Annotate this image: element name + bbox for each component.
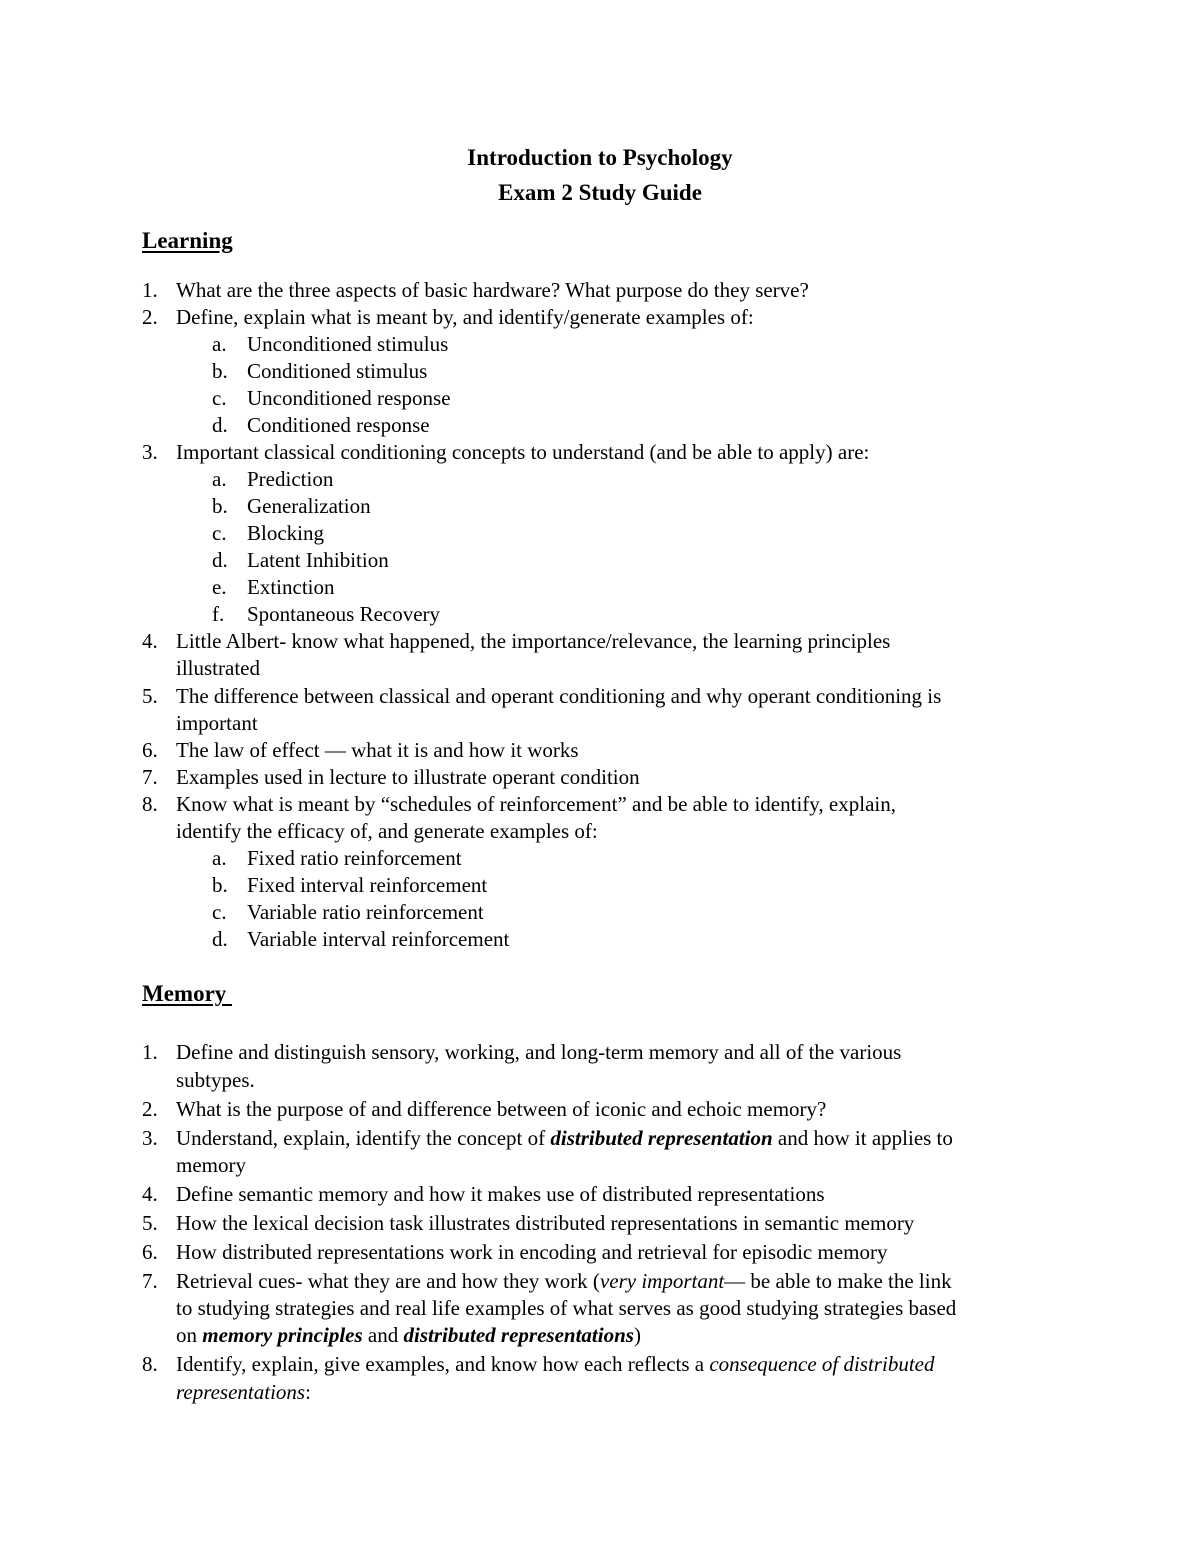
text-run: ) [633,1323,641,1347]
subitem-text: Unconditioned stimulus [247,332,449,356]
subitem-text: Conditioned response [247,413,430,437]
subitem-letter: b. [212,359,228,383]
subitem-letter: d. [212,413,228,437]
item-text-continued: memory [176,1153,246,1177]
item-number: 7. [142,765,158,789]
document-title: Introduction to Psychology [467,145,733,170]
text-run: and how it applies to [772,1126,953,1150]
subitem-text: Latent Inhibition [247,548,389,572]
subitem-text: Generalization [247,494,371,518]
document-subtitle: Exam 2 Study Guide [498,180,702,205]
item-number: 6. [142,1240,158,1264]
item-text-continued: subtypes. [176,1068,255,1092]
subitem-text: Variable interval reinforcement [247,927,510,951]
subitem-text: Conditioned stimulus [247,359,428,383]
item-text-continued [176,1379,311,1405]
section-heading-memory: Memory [142,981,233,1006]
item-text-continued [176,1322,641,1348]
subitem-letter: e. [212,575,227,599]
item-number: 5. [142,1211,158,1235]
subitem-letter: f. [212,602,225,626]
item-number: 3. [142,440,158,464]
item-text: What are the three aspects of basic hardware? What purpose do they serve? [176,278,809,302]
subitem-letter: c. [212,900,227,924]
subitem-text: Variable ratio reinforcement [247,900,484,924]
text-run: Retrieval cues- what they are and how they work ( [176,1269,600,1293]
subitem-letter: b. [212,873,228,897]
item-text-continued: important [176,711,258,735]
item-text: Examples used in lecture to illustrate operant condition [176,765,640,789]
item-text: Define semantic memory and how it makes use of distributed representations [176,1182,825,1206]
emphasis-term: representations [176,1380,306,1404]
subitem-letter: d. [212,927,228,951]
item-text: Define, explain what is meant by, and identify/generate examples of: [176,305,754,329]
item-number: 6. [142,738,158,762]
emphasis-term: very important [599,1269,725,1293]
text-run: and [362,1323,404,1347]
item-text: Important classical conditioning concepts to understand (and be able to apply) are: [176,440,870,464]
text-run: Identify, explain, give examples, and know how each reflects a [176,1352,710,1376]
emphasis-term: memory principles [202,1323,363,1347]
subitem-text: Prediction [247,467,334,491]
item-number: 1. [142,1040,158,1064]
item-number: 4. [142,629,158,653]
item-text: Little Albert- know what happened, the importance/relevance, the learning principles [176,629,891,653]
emphasis-term: distributed representation [550,1126,773,1150]
subitem-letter: a. [212,332,227,356]
subitem-text: Fixed interval reinforcement [247,873,488,897]
item-text [176,1125,953,1151]
item-text-continued: to studying strategies and real life examples of what serves as good studying strategies based [176,1296,957,1320]
item-text-continued: illustrated [176,656,260,680]
item-number: 7. [142,1269,158,1293]
item-text: How the lexical decision task illustrates distributed representations in semantic memory [176,1211,915,1235]
text-run: Understand, explain, identify the concept of [176,1126,551,1150]
item-text: Know what is meant by “schedules of reinforcement” and be able to identify, explain, [176,792,896,816]
item-text [176,1268,952,1294]
item-number: 5. [142,684,158,708]
item-text: What is the purpose of and difference between of iconic and echoic memory? [176,1097,827,1121]
subitem-letter: a. [212,846,227,870]
item-text: How distributed representations work in encoding and retrieval for episodic memory [176,1240,888,1264]
subitem-letter: d. [212,548,228,572]
subitem-letter: c. [212,386,227,410]
item-number: 8. [142,1352,158,1376]
item-number: 4. [142,1182,158,1206]
subitem-letter: a. [212,467,227,491]
item-text: The law of effect — what it is and how it works [176,738,579,762]
subitem-letter: b. [212,494,228,518]
item-text: Define and distinguish sensory, working, and long-term memory and all of the various [176,1040,902,1064]
item-text-continued: identify the efficacy of, and generate examples of: [176,819,598,843]
item-text [176,1351,934,1377]
item-number: 1. [142,278,158,302]
emphasis-term: distributed representations [403,1323,634,1347]
subitem-text: Unconditioned response [247,386,451,410]
text-run: : [305,1380,311,1404]
subitem-text: Fixed ratio reinforcement [247,846,462,870]
emphasis-term: consequence of distributed [709,1352,935,1376]
section-heading-learning: Learning [142,228,233,253]
subitem-letter: c. [212,521,227,545]
item-number: 8. [142,792,158,816]
subitem-text: Spontaneous Recovery [247,602,441,626]
text-run: on [176,1323,203,1347]
item-text: The difference between classical and operant conditioning and why operant conditioning is [176,684,942,708]
text-run: — be able to make the link [724,1269,952,1293]
item-number: 3. [142,1126,158,1150]
item-number: 2. [142,305,158,329]
item-number: 2. [142,1097,158,1121]
subitem-text: Blocking [247,521,324,545]
subitem-text: Extinction [247,575,335,599]
